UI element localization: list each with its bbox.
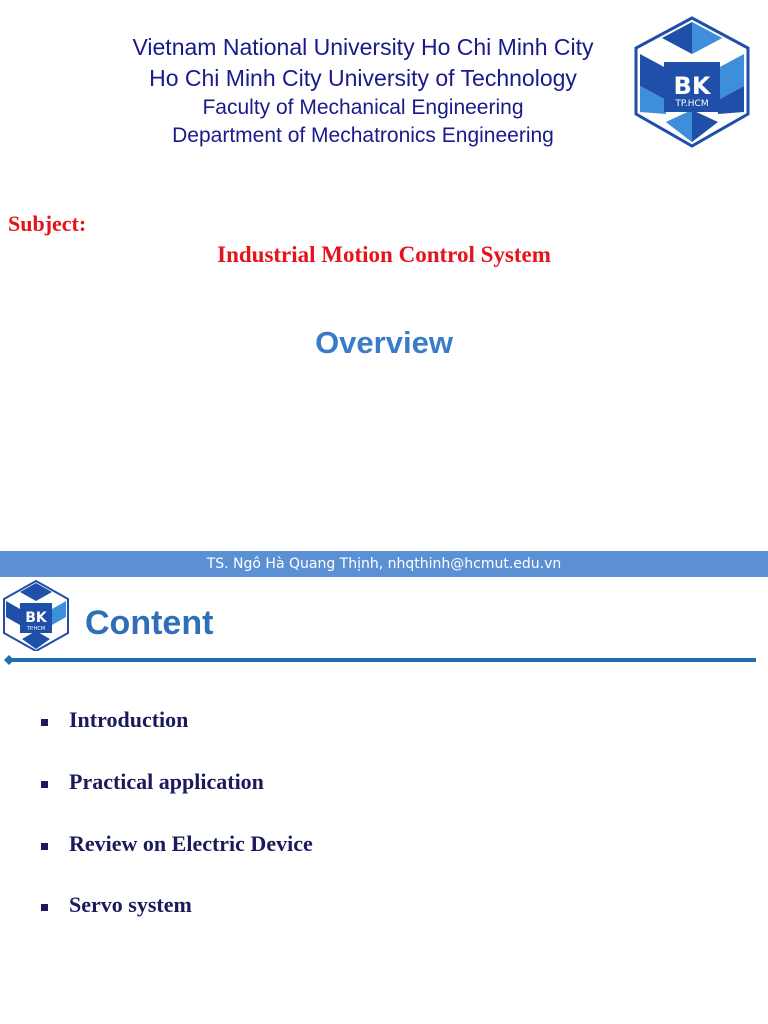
subject-label: Subject: bbox=[8, 211, 87, 236]
list-item bbox=[0, 892, 768, 922]
logo-small-subtext: TP.HCM bbox=[26, 626, 46, 632]
list-item-text: Practical application bbox=[69, 769, 264, 794]
list-item-text: Review on Electric Device bbox=[69, 831, 313, 856]
bk-logo-small bbox=[0, 579, 72, 651]
bullet-square-icon bbox=[41, 904, 48, 911]
faculty-name: Faculty of Mechanical Engineering bbox=[202, 96, 524, 119]
list-item-text: Servo system bbox=[69, 892, 192, 917]
school-name: Ho Chi Minh City University of Technology bbox=[149, 65, 577, 91]
bullet-square-icon bbox=[41, 719, 48, 726]
logo-text: BK bbox=[673, 72, 711, 100]
bk-logo bbox=[626, 14, 758, 150]
slide-title: Content bbox=[85, 604, 214, 642]
department-name: Department of Mechatronics Engineering bbox=[172, 124, 554, 147]
logo-subtext: TP.HCM bbox=[675, 99, 709, 109]
list-item bbox=[0, 769, 768, 799]
footer-bar: TS. Ngô Hà Quang Thịnh, nhqthinh@hcmut.edu.vn bbox=[0, 551, 768, 577]
overview-heading: Overview bbox=[315, 325, 453, 360]
logo-small-text: BK bbox=[25, 610, 47, 626]
content-slide bbox=[0, 577, 768, 1024]
list-item bbox=[0, 831, 768, 861]
university-name: Vietnam National University Ho Chi Minh City bbox=[132, 34, 594, 60]
title-underline bbox=[4, 653, 756, 667]
bullet-square-icon bbox=[41, 843, 48, 850]
list-item bbox=[0, 707, 768, 737]
subject-title: Industrial Motion Control System bbox=[217, 242, 551, 267]
bullet-square-icon bbox=[41, 781, 48, 788]
list-item-text: Introduction bbox=[69, 707, 189, 732]
